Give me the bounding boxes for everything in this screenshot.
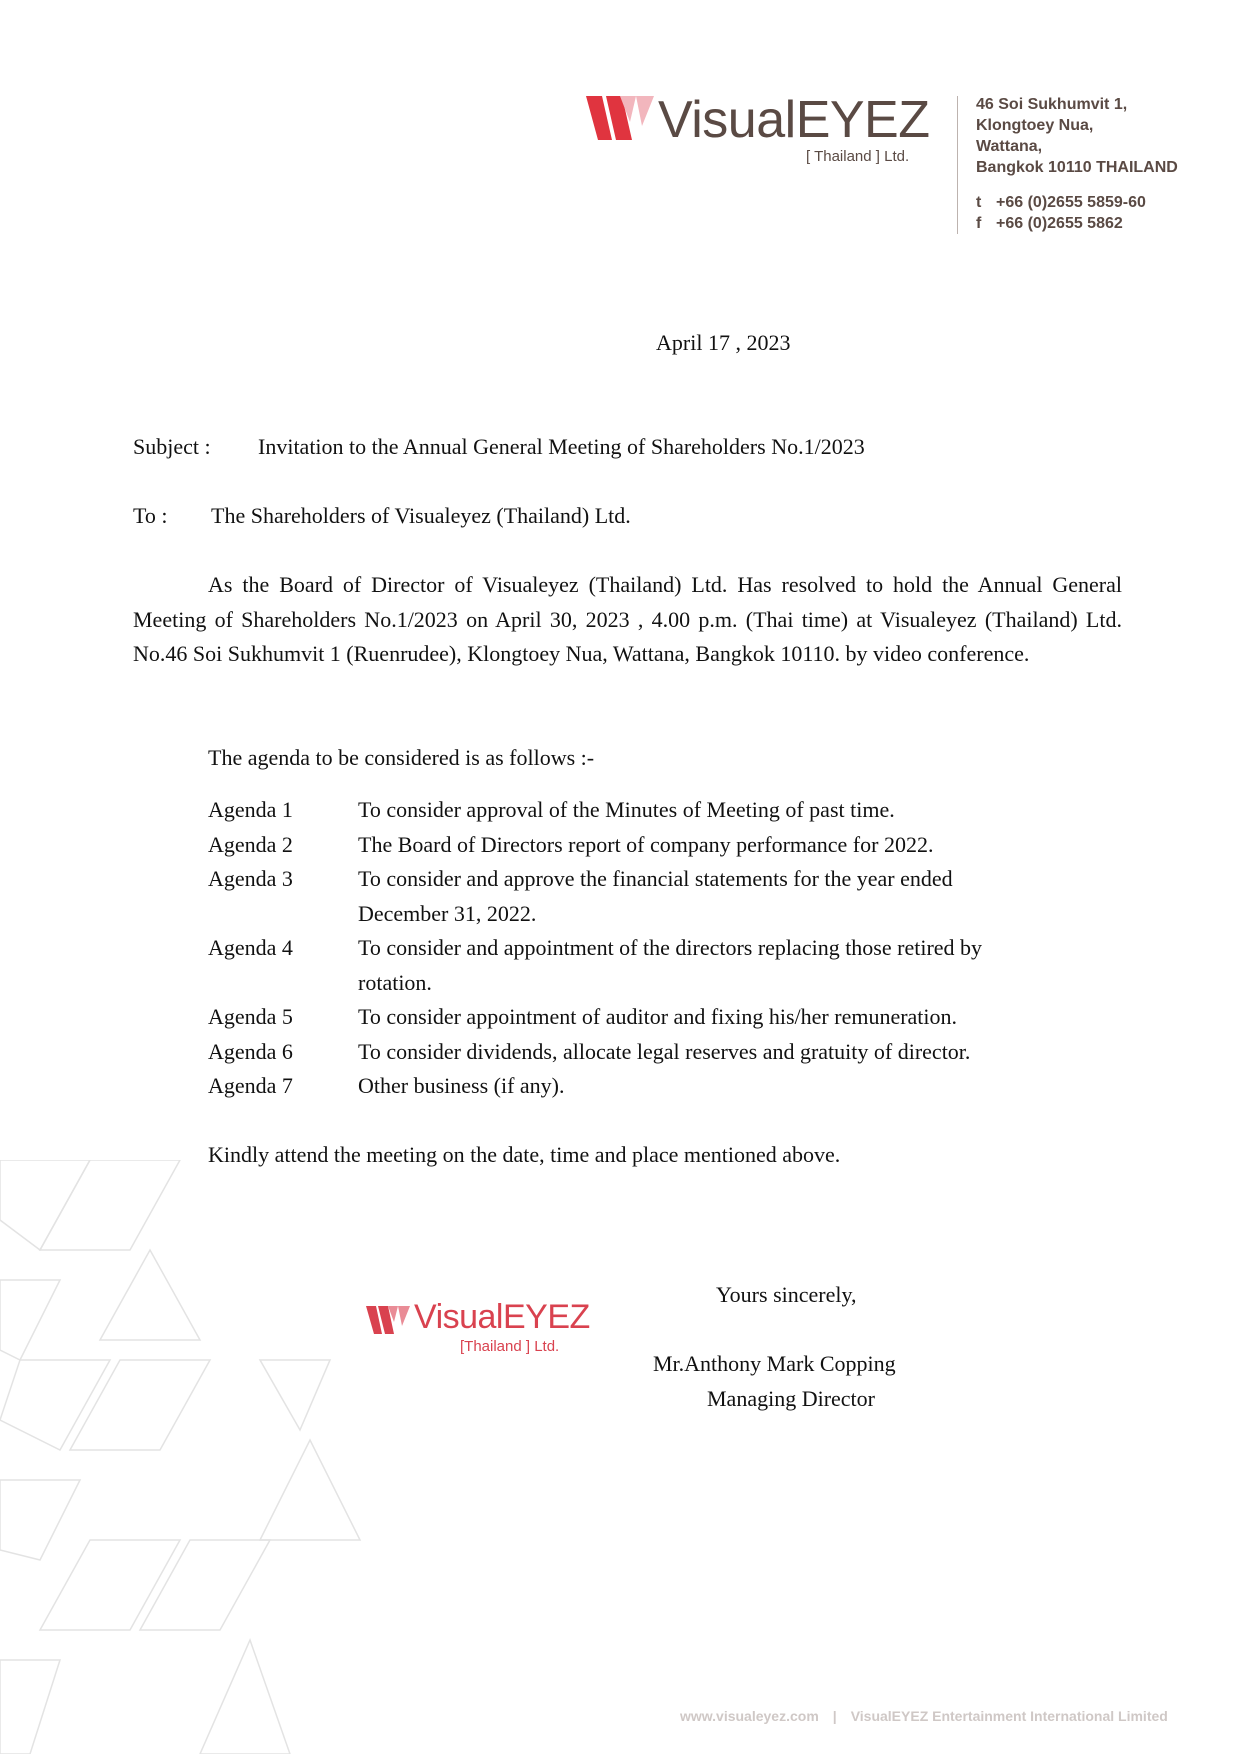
agenda-item (208, 1069, 1108, 1104)
agenda-text: To consider and approve the financial statements for the year ended December 31, 2022. (358, 866, 953, 926)
recipient-text: The Shareholders of Visualeyez (Thailand) Ltd. (211, 503, 631, 528)
agenda-list (208, 793, 1108, 1104)
subject-label: Subject : (133, 434, 211, 459)
agenda-text: To consider appointment of auditor and fixing his/her remuneration. (358, 1004, 958, 1029)
agenda-number: Agenda 6 (208, 1038, 293, 1064)
letter-body-paragraph: As the Board of Director of Visualeyez (Thailand) Ltd. Has resolved to hold the Annual General Meeting of Shareholders No.1/2023 on April 30, 2023 , 4.00 p.m. (Thai time) at Visualeyez (Thailand) Ltd. No.46 Soi Sukhumvit 1 (Ruenrudee), Klongtoey Nua, Wattana, Bangkok 10110. by video conference. (133, 572, 1122, 666)
page-footer (680, 1708, 1168, 1724)
company-contacts (976, 192, 1146, 234)
fax-line (976, 213, 1146, 234)
watermark-pattern (0, 1160, 380, 1754)
fax-label: f (976, 215, 982, 232)
agenda-item (208, 862, 1108, 931)
agenda-text: To consider and appointment of the directors replacing those retired by rotation. (358, 935, 983, 995)
recipient-label: To : (133, 503, 168, 528)
address-line: Bangkok 10110 THAILAND (976, 159, 1178, 176)
address-line: Klongtoey Nua, (976, 117, 1094, 134)
agenda-text: To consider dividends, allocate legal reserves and gratuity of director. (358, 1038, 971, 1064)
company-address (976, 94, 1178, 178)
agenda-text: The Board of Directors report of company performance for 2022. (358, 831, 934, 857)
agenda-item (208, 828, 1108, 863)
phone-line (976, 192, 1146, 213)
footer-website: www.visualeyez.com (680, 1708, 819, 1724)
signer-name: Mr.Anthony Mark Copping (653, 1351, 896, 1376)
stamp-wordmark: VisualEYEZ (414, 1298, 590, 1336)
footer-separator: | (832, 1708, 837, 1724)
phone-number: +66 (0)2655 5859-60 (996, 194, 1146, 211)
agenda-text: To consider approval of the Minutes of Meeting of past time. (358, 797, 895, 822)
agenda-item (208, 1035, 1108, 1070)
phone-label: t (976, 194, 982, 211)
agenda-number: Agenda 4 (208, 935, 293, 960)
company-logo (586, 92, 946, 172)
agenda-number: Agenda 1 (208, 797, 293, 822)
agenda-item (208, 793, 1108, 828)
stamp-tagline: [Thailand ] Ltd. (460, 1338, 560, 1355)
logo-mark-icon (586, 96, 656, 140)
logo-wordmark: VisualEYEZ (658, 91, 930, 149)
agenda-number: Agenda 3 (208, 866, 293, 891)
signer-title: Managing Director (707, 1386, 875, 1411)
stamp-mark-icon (366, 1306, 412, 1334)
footer-company: VisualEYEZ Entertainment International Limited (850, 1708, 1168, 1724)
agenda-intro: The agenda to be considered is as follows :- (208, 745, 595, 770)
agenda-number: Agenda 5 (208, 1004, 293, 1029)
logo-tagline: [ Thailand ] Ltd. (806, 148, 910, 165)
agenda-text: Other business (if any). (358, 1073, 565, 1098)
sign-off: Yours sincerely, (716, 1282, 857, 1307)
subject-text: Invitation to the Annual General Meeting of Shareholders No.1/2023 (258, 434, 865, 459)
company-stamp (366, 1298, 606, 1362)
agenda-item (208, 1000, 1108, 1035)
agenda-number: Agenda 2 (208, 831, 293, 857)
closing-line: Kindly attend the meeting on the date, time and place mentioned above. (208, 1142, 841, 1167)
agenda-number: Agenda 7 (208, 1073, 293, 1098)
agenda-item (208, 931, 1108, 1000)
fax-number: +66 (0)2655 5862 (996, 215, 1123, 232)
letter-date: April 17 , 2023 (656, 330, 791, 355)
header-divider (957, 96, 958, 234)
address-line: Wattana, (976, 138, 1043, 155)
address-line: 46 Soi Sukhumvit 1, (976, 96, 1128, 113)
